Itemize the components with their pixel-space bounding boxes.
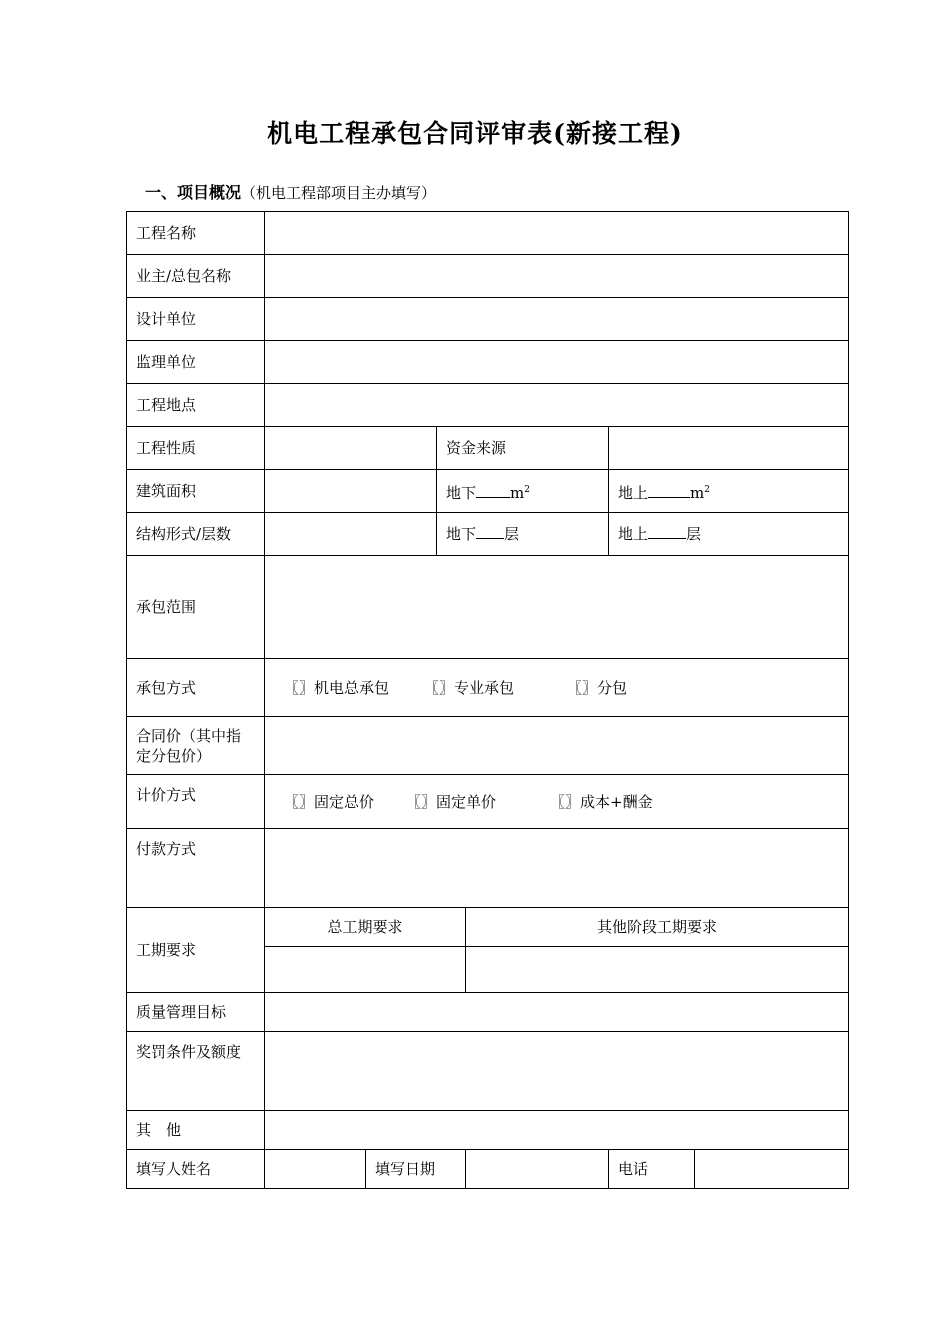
area-above-unit: m xyxy=(690,483,705,502)
label-quality: 质量管理目标 xyxy=(127,993,265,1032)
floors-above-cell[interactable] xyxy=(609,513,849,556)
field-phone[interactable] xyxy=(695,1150,849,1189)
area-below-blank[interactable] xyxy=(476,483,510,498)
label-other: 其 他 xyxy=(127,1111,265,1150)
field-location[interactable] xyxy=(265,384,849,427)
area-above-label: 地上 xyxy=(618,483,649,502)
label-phone: 电话 xyxy=(609,1150,695,1189)
option-fixed-total[interactable]: 〖〗固定总价 xyxy=(284,792,375,811)
area-below-cell[interactable] xyxy=(437,470,609,513)
floors-below-blank[interactable] xyxy=(476,524,504,539)
field-nature[interactable] xyxy=(265,427,437,470)
field-filler-name[interactable] xyxy=(265,1150,366,1189)
contract-mode-options xyxy=(265,659,849,717)
label-structure: 结构形式/层数 xyxy=(127,513,265,556)
area-above-sup: 2 xyxy=(704,484,710,495)
floors-below-label: 地下 xyxy=(446,525,477,543)
field-project-name[interactable] xyxy=(265,212,849,255)
label-owner: 业主/总包名称 xyxy=(127,255,265,298)
label-scope: 承包范围 xyxy=(127,556,265,659)
floors-below-cell[interactable] xyxy=(437,513,609,556)
label-nature: 工程性质 xyxy=(127,427,265,470)
section-note: （机电工程部项目主办填写） xyxy=(241,184,437,202)
area-above-blank[interactable] xyxy=(648,483,690,498)
option-mep-general[interactable]: 〖〗机电总承包 xyxy=(284,678,390,697)
field-funding[interactable] xyxy=(609,427,849,470)
floors-above-label: 地上 xyxy=(618,525,649,543)
option-specialty[interactable]: 〖〗专业承包 xyxy=(424,678,515,697)
label-project-name: 工程名称 xyxy=(127,212,265,255)
page-title: 机电工程承包合同评审表(新接工程) xyxy=(267,119,683,148)
label-contract-mode: 承包方式 xyxy=(127,659,265,717)
floors-below-unit: 层 xyxy=(504,525,520,543)
field-owner[interactable] xyxy=(265,255,849,298)
label-fill-date: 填写日期 xyxy=(366,1150,466,1189)
area-below-label: 地下 xyxy=(446,483,477,502)
field-fill-date[interactable] xyxy=(466,1150,609,1189)
field-area[interactable] xyxy=(265,470,437,513)
label-schedule: 工期要求 xyxy=(127,908,265,993)
option-subcontract[interactable]: 〖〗分包 xyxy=(567,678,628,697)
field-rewards[interactable] xyxy=(265,1032,849,1111)
floors-above-blank[interactable] xyxy=(648,524,686,539)
option-fixed-unit[interactable]: 〖〗固定单价 xyxy=(406,792,497,811)
field-other[interactable] xyxy=(265,1111,849,1150)
label-filler-name: 填写人姓名 xyxy=(127,1150,265,1189)
label-funding: 资金来源 xyxy=(437,427,609,470)
label-designer: 设计单位 xyxy=(127,298,265,341)
area-above-cell[interactable] xyxy=(609,470,849,513)
label-rewards: 奖罚条件及额度 xyxy=(127,1032,265,1111)
label-location: 工程地点 xyxy=(127,384,265,427)
field-quality[interactable] xyxy=(265,993,849,1032)
label-payment: 付款方式 xyxy=(127,829,265,908)
label-area: 建筑面积 xyxy=(127,470,265,513)
label-pricing: 计价方式 xyxy=(127,775,265,829)
header-schedule-total: 总工期要求 xyxy=(265,908,466,947)
label-supervisor: 监理单位 xyxy=(127,341,265,384)
review-form-table xyxy=(126,211,849,1189)
field-schedule-total[interactable] xyxy=(265,947,466,993)
option-cost-plus[interactable]: 〖〗成本+酬金 xyxy=(550,792,653,811)
header-schedule-other: 其他阶段工期要求 xyxy=(466,908,849,947)
area-below-sup: 2 xyxy=(524,484,530,495)
floors-above-unit: 层 xyxy=(686,525,702,543)
field-contract-price[interactable] xyxy=(265,717,849,775)
field-designer[interactable] xyxy=(265,298,849,341)
area-below-unit: m xyxy=(510,483,525,502)
section-heading xyxy=(145,180,436,203)
section-title: 一、项目概况 xyxy=(145,183,242,202)
field-scope[interactable] xyxy=(265,556,849,659)
field-payment[interactable] xyxy=(265,829,849,908)
label-contract-price: 合同价（其中指定分包价） xyxy=(127,717,265,775)
field-schedule-other[interactable] xyxy=(466,947,849,993)
field-supervisor[interactable] xyxy=(265,341,849,384)
pricing-options xyxy=(265,775,849,829)
field-structure[interactable] xyxy=(265,513,437,556)
